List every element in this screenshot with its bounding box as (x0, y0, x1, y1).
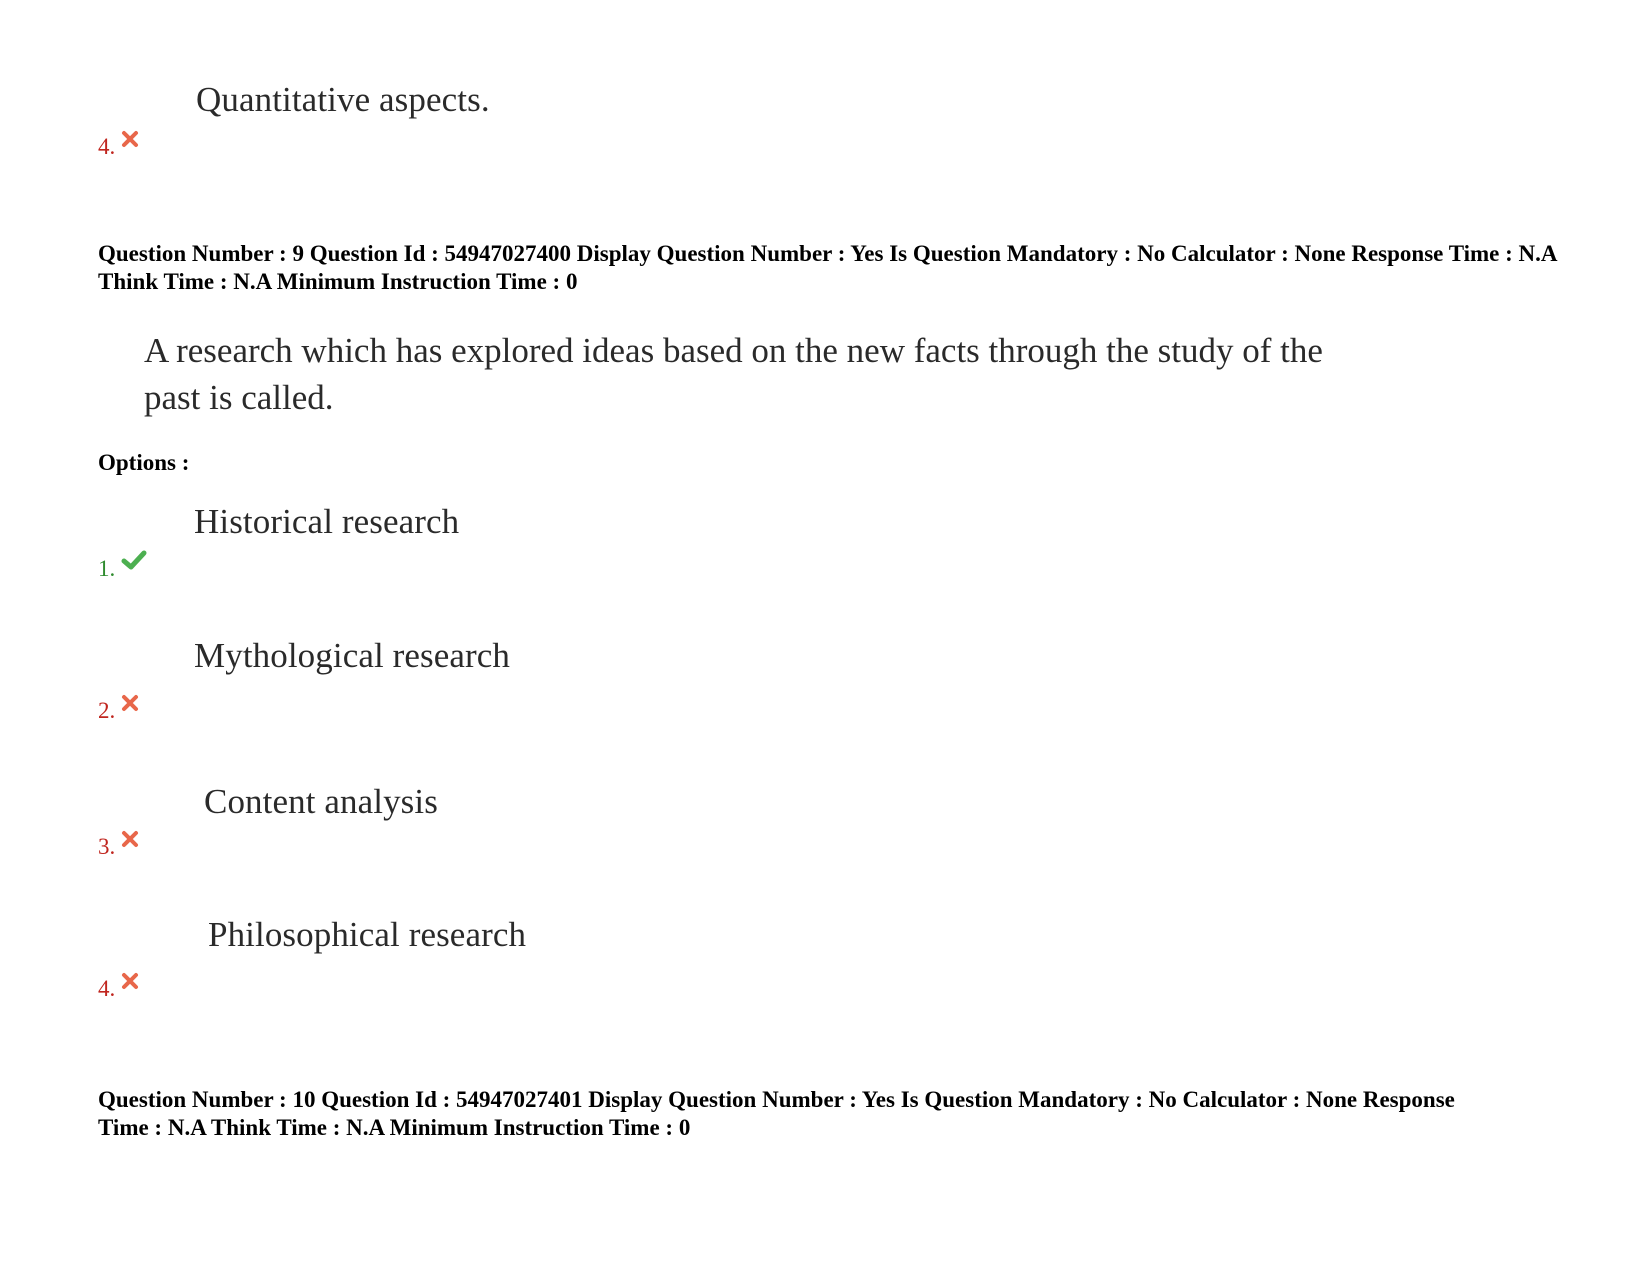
check-icon (121, 549, 147, 578)
option-number: 3. (98, 834, 116, 859)
prev-option-4-text: Quantitative aspects. (196, 80, 490, 119)
option-3-text: Content analysis (204, 782, 438, 821)
question-9-meta: Question Number : 9 Question Id : 54947027400 Display Question Number : Yes Is Question Mandatory : No Calculator : None Response Time : N.A Think Time : N.A Minimum Instruction Time : 0 (98, 241, 1557, 294)
option-2-number (98, 697, 139, 725)
option-number: 4. (98, 976, 116, 1001)
option-1-number (98, 555, 147, 583)
option-4-number (98, 975, 139, 1003)
cross-icon (121, 827, 139, 855)
question-9-text (144, 327, 1344, 421)
option-3-number (98, 833, 139, 861)
options-label: Options : (98, 450, 190, 475)
cross-icon (121, 127, 139, 155)
option-2-text: Mythological research (194, 636, 511, 675)
option-1-text: Historical research (194, 502, 460, 541)
option-number: 1. (98, 556, 116, 581)
option-4-text: Philosophical research (208, 915, 527, 954)
option-number: 4. (98, 134, 116, 159)
question-text-line-1: A research which has explored ideas based on the new facts through the study of the (144, 331, 1323, 370)
option-number: 2. (98, 698, 116, 723)
cross-icon (121, 691, 139, 719)
question-text-line-2: past is called. (144, 378, 334, 417)
question-10-meta: Question Number : 10 Question Id : 54947027401 Display Question Number : Yes Is Question Mandatory : No Calculator : None Response Time : N.A Think Time : N.A Minimum Instruction Time : 0 (98, 1087, 1455, 1140)
cross-icon (121, 969, 139, 997)
prev-option-4-number (98, 133, 139, 161)
